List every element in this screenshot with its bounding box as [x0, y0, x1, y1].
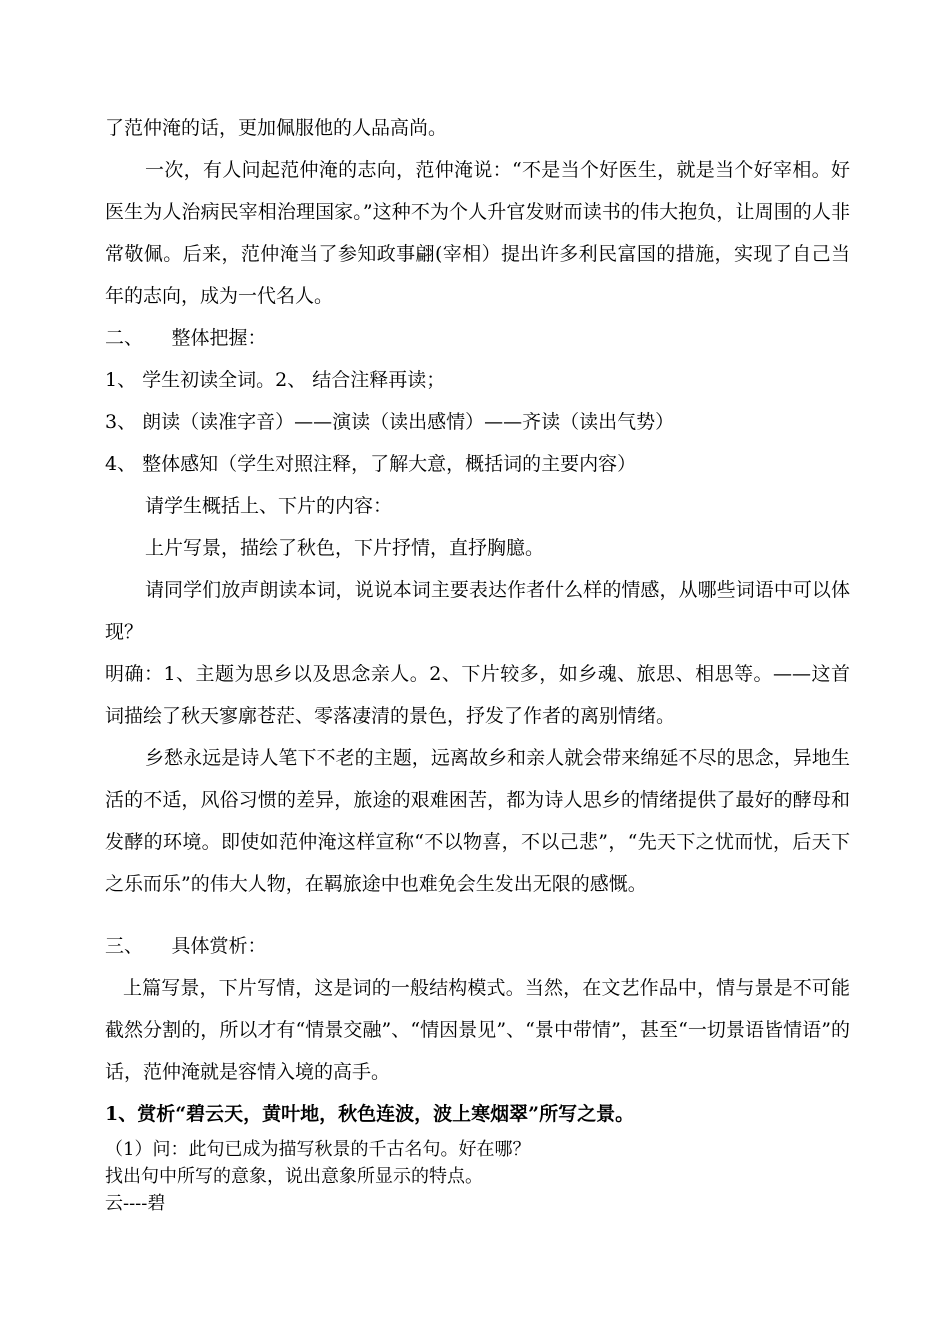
list-item-read: 1、 学生初读全词。2、 结合注释再读；	[105, 369, 446, 391]
prompt-summarize: 请学生概括上、下片的内容：	[145, 495, 393, 517]
question-line: （1）问：此句已成为描写秋景的千古名句。好在哪？	[105, 1139, 531, 1160]
list-item-recite: 3、 朗读（读准字音）——演读（读出感情）——齐读（读出气势）	[105, 411, 675, 433]
paragraph-clarification: 明确：1、主题为思乡以及思念亲人。2、下片较多，如乡魂、旅思、相思等。——这首词描绘了秋天寥廓苍茫、零落凄清的景色，抒发了作者的离别情绪。	[105, 663, 850, 727]
summary-answer: 上片写景，描绘了秋色，下片抒情，直抒胸臆。	[145, 537, 545, 559]
paragraph-continuation: 了范仲淹的话，更加佩服他的人品高尚。	[105, 117, 448, 139]
paragraph-structure: 上篇写景，下片写情，这是词的一般结构模式。当然，在文艺作品中，情与景是不可能截然分割的，所以才有“情景交融”、“情因景见”、“景中带情”，甚至“一切景语皆情语”的话，范仲淹就是容情入境的高手。	[105, 977, 850, 1083]
imagery-line: 云----碧	[105, 1193, 166, 1214]
paragraph-ambition-story: 一次，有人问起范仲淹的志向，范仲淹说：“不是当个好医生，就是当个好宰相。好医生为人治病民宰相治理国家。”这种不为个人升官发财而读书的伟大抱负，让周围的人非常敬佩。后来，范仲淹当了参知政事翩(宰相）提出许多利民富国的措施，实现了自己当年的志向，成为一代名人。	[105, 159, 850, 307]
section-heading-overall: 二、 整体把握：	[105, 327, 267, 349]
list-item-perceive: 4、 整体感知（学生对照注释，了解大意，概括词的主要内容）	[105, 453, 637, 475]
paragraph-homesickness: 乡愁永远是诗人笔下不老的主题，远离故乡和亲人就会带来绵延不尽的思念，异地生活的不适，风俗习惯的差异，旅途的艰难困苦，都为诗人思乡的情绪提供了最好的酵母和发酵的环境。即使如范仲淹这样宣称“不以物喜，不以己悲”，“先天下之忧而忧，后天下之乐而乐”的伟大人物，在羁旅途中也难免会生发出无限的感慨。	[105, 747, 850, 895]
section-heading-analysis: 三、 具体赏析：	[105, 935, 267, 957]
instruction-line: 找出句中所写的意象，说出意象所显示的特点。	[105, 1166, 483, 1187]
bold-analysis-heading: 1、赏析“碧云天，黄叶地，秋色连波，波上寒烟翠”所写之景。	[105, 1103, 635, 1125]
paragraph-emotion-question: 请同学们放声朗读本词，说说本词主要表达作者什么样的情感，从哪些词语中可以体现？	[105, 579, 850, 643]
